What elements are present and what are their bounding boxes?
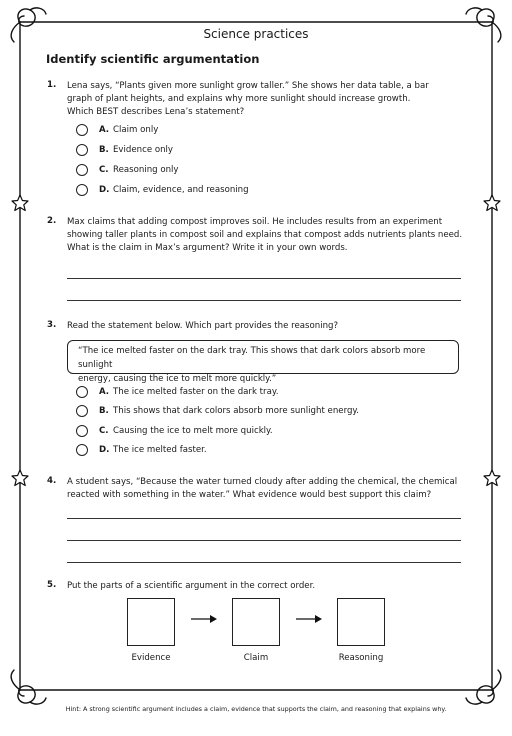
box-label-claim: Claim [243,653,269,663]
order-box-2[interactable] [232,598,280,646]
answer-line[interactable] [67,278,461,279]
question-text: Put the parts of a scientific argument in the correct order. [67,581,316,591]
answer-radio[interactable] [76,444,88,456]
question-text: A student says, “Because the water turned cloudy after adding the chemical, the chemical reacted with something in the water.” What evidence would best support this claim? [67,477,458,500]
quote-box: “The ice melted faster on the dark tray. This shows that dark colors absorb more sunlight energy, causing the ice to melt more quickly.” [67,340,459,374]
answer-line[interactable] [67,518,461,519]
section-heading: Identify scientific argumentation [46,52,260,66]
answer-option: C. Reasoning only [99,165,179,175]
question-number: 3. [47,320,57,330]
arrow-right-icon [190,613,218,625]
order-box-3[interactable] [337,598,385,646]
answer-radio[interactable] [76,164,88,176]
answer-radio[interactable] [76,386,88,398]
box-label-reasoning: Reasoning [338,653,384,663]
answer-option: B. Evidence only [99,145,174,155]
page-title: Science practices [203,27,309,41]
answer-line[interactable] [67,300,461,301]
question-number: 5. [47,580,57,590]
answer-radio[interactable] [76,425,88,437]
answer-radio[interactable] [76,124,88,136]
box-label-evidence: Evidence [131,653,171,663]
answer-option: A. Claim only [99,125,159,135]
question-number: 2. [47,216,57,226]
answer-radio[interactable] [76,184,88,196]
answer-option: C. Causing the ice to melt more quickly. [99,426,273,436]
hint-text: Hint: A strong scientific argument includes a claim, evidence that supports the claim, and reasoning that explains why. [65,705,447,713]
order-box-1[interactable] [127,598,175,646]
arrow-right-icon [295,613,323,625]
answer-option: D. Claim, evidence, and reasoning [99,185,249,195]
question-text: Read the statement below. Which part provides the reasoning? [67,321,339,331]
answer-line[interactable] [67,562,461,563]
answer-option: D. The ice melted faster. [99,445,207,455]
question-text: Max claims that adding compost improves soil. He includes results from an experiment showing taller plants in compost soil and explains that compost adds nutrients plants need. What is the claim in Max’s argument? Write it in your own words. [67,217,463,253]
answer-option: A. The ice melted faster on the dark tray. [99,387,279,397]
answer-option: B. This shows that dark colors absorb more sunlight energy. [99,406,359,416]
question-number: 1. [47,80,57,90]
question-text: Lena says, “Plants given more sunlight grow taller.” She shows her data table, a bar graph of plant heights, and explains why more sunlight should increase growth. Which BEST describes Lena’s statement? [67,81,429,117]
answer-radio[interactable] [76,144,88,156]
question-number: 4. [47,476,57,486]
answer-line[interactable] [67,540,461,541]
answer-radio[interactable] [76,405,88,417]
